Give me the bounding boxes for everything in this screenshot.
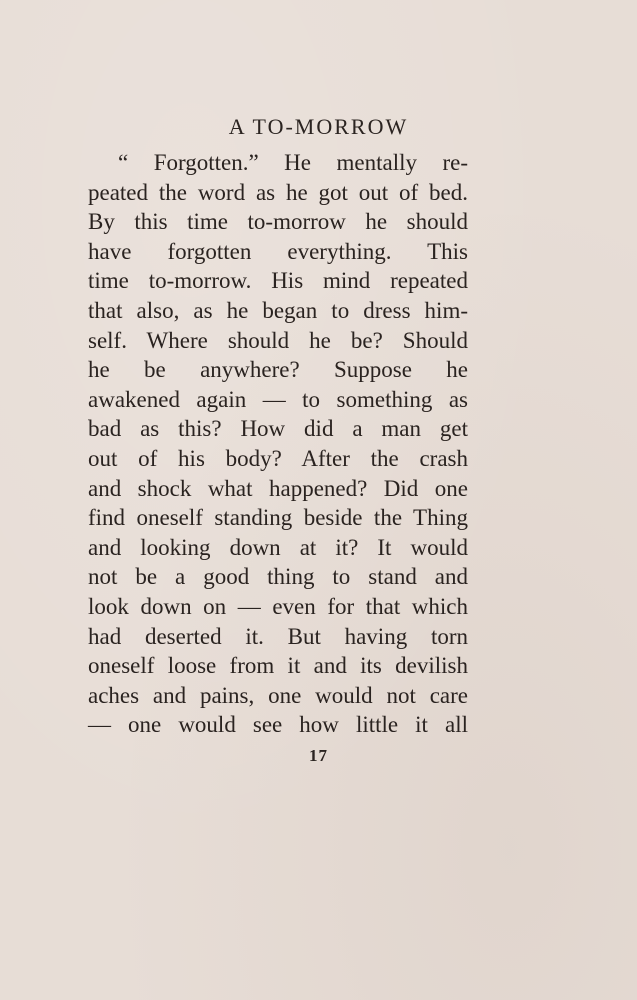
text-line: look down on — even for that which xyxy=(88,593,468,619)
text-line: “ Forgotten.” He mentally re- xyxy=(118,150,468,175)
text-line: oneself loose from it and its devilish xyxy=(88,653,468,679)
text-line: awakened again — to something as xyxy=(88,386,468,412)
text-line: and shock what happened? Did one xyxy=(88,475,468,501)
text-line: that also, as he began to dress him- xyxy=(88,297,468,323)
text-line: aches and pains, one would not care xyxy=(88,682,468,708)
text-line: By this time to-morrow he should xyxy=(88,209,468,235)
running-head: A TO-MORROW xyxy=(228,114,409,139)
text-line: find oneself standing beside the Thing xyxy=(88,505,468,531)
text-line: not be a good thing to stand and xyxy=(88,564,468,590)
text-line: time to-morrow. His mind repeated xyxy=(88,268,468,294)
text-line: he be anywhere? Suppose he xyxy=(88,357,468,383)
page-number: 17 xyxy=(309,746,328,765)
text-line: out of his body? After the crash xyxy=(88,445,468,471)
text-line: have forgotten everything. This xyxy=(88,238,468,264)
text-line: bad as this? How did a man get xyxy=(88,416,468,442)
text-line: and looking down at it? It would xyxy=(88,534,468,560)
text-line: peated the word as he got out of bed. xyxy=(88,179,468,205)
text-line: self. Where should he be? Should xyxy=(88,327,468,353)
body-text xyxy=(88,148,468,740)
text-line: had deserted it. But having torn xyxy=(88,623,468,649)
text-line: — one would see how little it all xyxy=(88,712,468,738)
